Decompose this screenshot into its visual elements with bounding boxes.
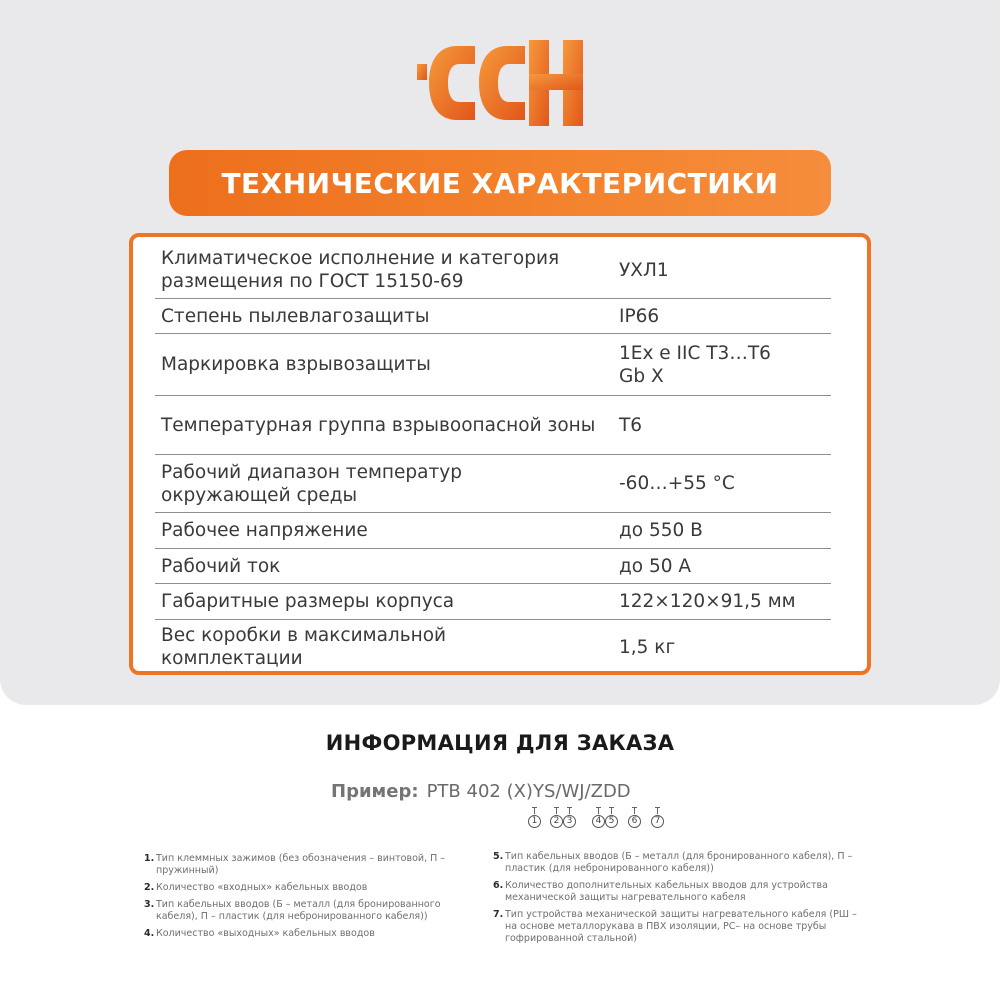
- spec-row: [155, 584, 831, 620]
- cci-logo: [417, 40, 583, 126]
- spec-param: Степень пылевлагозащиты: [161, 305, 430, 327]
- note-item: [144, 899, 464, 923]
- spec-row: [155, 396, 831, 455]
- note-item: [144, 928, 464, 940]
- specs-card: [129, 233, 871, 675]
- note-text: Количество «выходных» кабельных вводов: [156, 928, 375, 939]
- note-text: Количество «входных» кабельных вводов: [156, 882, 368, 893]
- spec-param: Климатическое исполнение и категория размещения по ГОСТ 15150-69: [161, 248, 560, 292]
- order-info-title: ИНФОРМАЦИЯ ДЛЯ ЗАКАЗА: [325, 731, 675, 755]
- note-item: [493, 851, 858, 875]
- example-label: Пример:: [331, 781, 419, 802]
- note-item: [493, 909, 858, 945]
- spec-param: Вес коробки в максимальной комплектации: [161, 625, 447, 669]
- note-number: 1.: [144, 853, 155, 864]
- spec-row: [155, 242, 831, 299]
- example-code: РТВ 402 (X)YS/WJ/ZDD: [426, 781, 631, 802]
- spec-row: [155, 620, 831, 674]
- spec-param: Рабочий диапазон температур окружающей среды: [161, 461, 462, 506]
- marker-5: 5: [605, 815, 618, 828]
- spec-param: Рабочий ток: [161, 555, 281, 577]
- spec-row: [155, 513, 831, 549]
- marker-3: 3: [563, 815, 576, 828]
- spec-param: Габаритные размеры корпуса: [161, 591, 455, 612]
- note-text: Тип клеммных зажимов (без обозначения – винтовой, П – пружинный): [156, 853, 446, 876]
- note-number: 4.: [144, 928, 155, 939]
- note-text: Тип устройства механической защиты нагревательного кабеля (РШ – на основе металлорукава в ПВХ изоляции, РС– на основе трубы гофрированной стальной): [505, 909, 857, 944]
- note-number: 7.: [493, 909, 504, 920]
- spec-row: [155, 334, 831, 396]
- note-item: [144, 882, 464, 894]
- note-text: Тип кабельных вводов (Б – металл (для бронированного кабеля), П – пластик (для небронированного кабеля)): [505, 851, 853, 874]
- specs-title-banner: [169, 150, 831, 216]
- spec-value: IP66: [619, 305, 660, 327]
- note-text: Количество дополнительных кабельных вводов для устройства механической защиты нагревательного кабеля: [505, 880, 828, 903]
- order-example: [331, 781, 631, 802]
- spec-row: [155, 455, 831, 513]
- spec-row: [155, 549, 831, 584]
- spec-value: 1,5 кг: [619, 636, 676, 658]
- spec-row: [155, 299, 831, 334]
- marker-4: 4: [592, 815, 605, 828]
- spec-value: Т6: [619, 414, 643, 436]
- note-number: 5.: [493, 851, 504, 862]
- spec-value: -60…+55 °С: [619, 473, 735, 494]
- marker-7: 7: [651, 815, 664, 828]
- note-text: Тип кабельных вводов (Б – металл (для бронированного кабеля), П – пластик (для небронированного кабеля)): [156, 899, 441, 922]
- marker-1: 1: [528, 815, 541, 828]
- spec-param: Рабочее напряжение: [161, 520, 368, 541]
- spec-value: 122×120×91,5 мм: [619, 591, 796, 612]
- specs-title: ТЕХНИЧЕСКИЕ ХАРАКТЕРИСТИКИ: [221, 166, 779, 200]
- note-item: [493, 880, 858, 904]
- order-notes-left: [144, 853, 464, 945]
- spec-param: Температурная группа взрывоопасной зоны: [161, 414, 596, 436]
- spec-value: до 550 В: [619, 520, 703, 541]
- spec-value: УХЛ1: [619, 259, 669, 281]
- order-notes-right: [493, 851, 858, 950]
- specs-table: [155, 242, 831, 674]
- note-number: 2.: [144, 882, 155, 893]
- marker-6: 6: [628, 815, 641, 828]
- spec-param: Маркировка взрывозащиты: [161, 354, 431, 375]
- spec-value: до 50 А: [619, 555, 692, 577]
- note-number: 6.: [493, 880, 504, 891]
- note-item: [144, 853, 464, 877]
- spec-value: 1Ex e IIC T3…T6 Gb X: [619, 342, 771, 387]
- marker-2: 2: [550, 815, 563, 828]
- note-number: 3.: [144, 899, 155, 910]
